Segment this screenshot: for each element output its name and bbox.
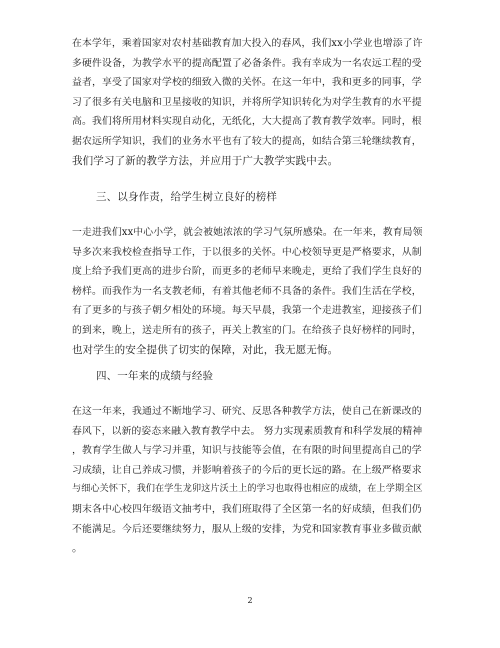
- text-line: 期末各中心校四年级语文抽考中，我们班取得了全区第一名的好成绩，但我们仍: [72, 503, 422, 515]
- text-line: 多硬件设备，为教学水平的提高配置了必备条件。我有幸成为一名农远工程的受: [72, 57, 422, 69]
- text-line: 在这一年来，我通过不断地学习、研究、反思各种教学方法，使自己在新课改的: [72, 406, 422, 417]
- text-line: 习成绩，让自己养成习惯，并影响着孩子的今后的更长远的路。在上级严格要求: [72, 464, 422, 476]
- section-heading-4: 四、一年来的成绩与经验: [96, 370, 214, 382]
- text-line: 高。我们将所用材料实现自动化，无纸化，大大提高了教育教学效率。同时，根: [72, 116, 422, 128]
- paragraph-3: [72, 402, 424, 559]
- text-line: ，教育学生做人与学习并重，知识与技能等会值，在有限的时间里提高自己的学: [72, 445, 422, 457]
- text-line: 也对学生的安全提供了切实的保障，对此，我无愿无悔。: [72, 343, 339, 356]
- section-heading-3: 三、以身作责，给学生树立良好的榜样: [96, 191, 278, 203]
- text-line: 一走进我们xx中心小学，就会被她浓浓的学习气氛所感染。在一年来，教育局领: [72, 227, 423, 238]
- text-line: 度上给予我们更高的进步台阶，而更多的老师早来晚走，更给了我们学生良好的: [72, 266, 422, 278]
- text-line: 。: [72, 542, 83, 555]
- text-line: 习了很多有关电脑和卫星接收的知识，并将所学知识转化为对学生教育的水平提: [72, 96, 422, 108]
- text-line: 与细心关怀下，我们在学生龙卯这片沃土上的学习也取得也相应的成绩，在上学期全区: [72, 484, 423, 495]
- text-line: 不能满足。今后还要继续努力，服从上级的安排，为党和国家教育事业多做贡献: [72, 523, 422, 535]
- text-line: 我们学习了新的教学方法，并应用于广大教学实践中去。: [72, 154, 339, 167]
- text-line: 益者，享受了国家对学校的细致入微的关怀。在这一年中，我和更多的同事，学: [72, 77, 422, 89]
- text-line: 导多次来我校检查指导工作，于以很多的关怀。中心校领导更是严格要求，从制: [72, 246, 422, 258]
- text-line: 有了更多的与孩子朝夕相处的环境。每天早晨，我第一个走进教室，迎接孩子们: [72, 305, 422, 317]
- page-number: 2: [247, 596, 253, 605]
- text-line: 据农远所学知识，我们的业务水平也有了较大的提高，如结合第三轮继续教育，: [72, 135, 422, 147]
- paragraph-1: [72, 34, 424, 171]
- paragraph-2: [72, 223, 424, 360]
- text-line: 的到来，晚上，送走所有的孩子，再关上教室的门。在给孩子良好榜样的同时，: [72, 324, 422, 336]
- text-line: 春风下，以新的姿态来融入教育教学中去。 努力实现素质教育和科学发展的精神: [72, 425, 423, 437]
- text-line: 榜样。而我作为一名支教老师，有着其他老师不具备的条件。我们生活在学校，: [72, 285, 422, 297]
- text-line: 在本学年，乘着国家对农村基础教育加大投入的春风，我们xx小学业也增添了许: [72, 38, 423, 49]
